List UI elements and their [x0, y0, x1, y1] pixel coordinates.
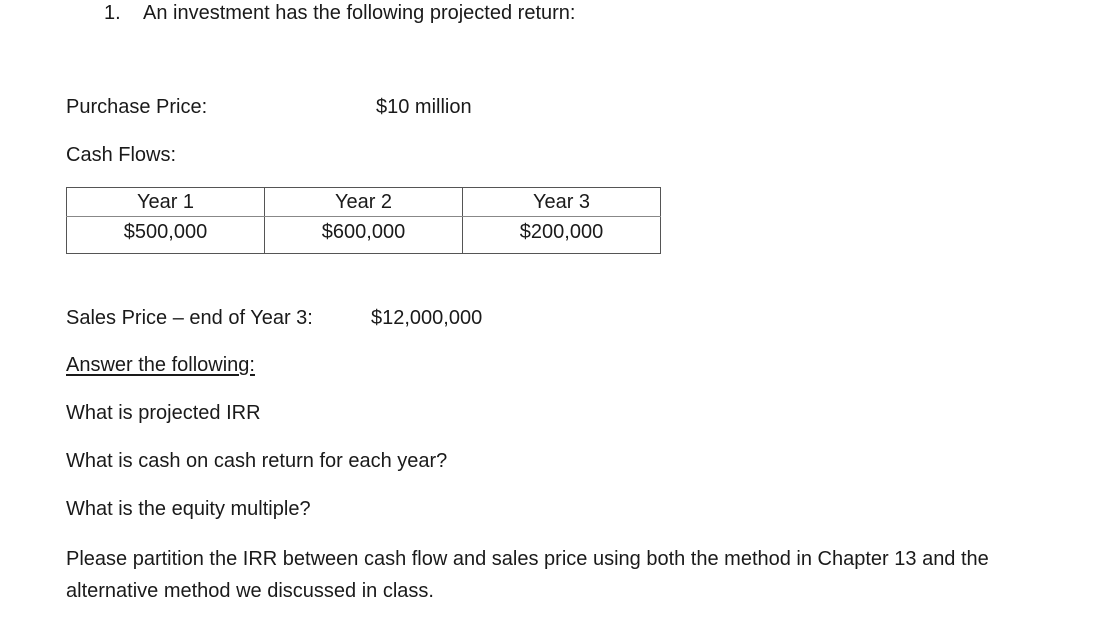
cash-flows-table — [66, 187, 661, 254]
table-header-row — [67, 188, 661, 217]
question-number: 1. — [104, 2, 121, 24]
purchase-price-value: $10 million — [376, 96, 472, 118]
question-heading: An investment has the following projected return: — [143, 2, 576, 24]
cash-flows-label: Cash Flows: — [66, 144, 177, 166]
year-1-header: Year 1 — [67, 188, 265, 217]
year-2-header: Year 2 — [265, 188, 463, 217]
year-3-header: Year 3 — [463, 188, 661, 217]
table-row — [67, 217, 661, 254]
question-partition-irr: Please partition the IRR between cash flow and sales price using both the method in Chapter 13 and the alternative method we discussed in class. — [66, 548, 989, 602]
sales-price-label: Sales Price – end of Year 3: — [66, 307, 313, 329]
question-irr: What is projected IRR — [66, 402, 261, 424]
question-cash-on-cash: What is cash on cash return for each year? — [66, 450, 448, 472]
sales-price-value: $12,000,000 — [371, 307, 483, 329]
year-1-amount: $500,000 — [67, 217, 265, 254]
year-3-amount: $200,000 — [463, 217, 661, 254]
answer-heading: Answer the following: — [66, 354, 255, 376]
year-2-amount: $600,000 — [265, 217, 463, 254]
purchase-price-label: Purchase Price: — [66, 96, 208, 118]
question-equity-multiple: What is the equity multiple? — [66, 498, 311, 520]
